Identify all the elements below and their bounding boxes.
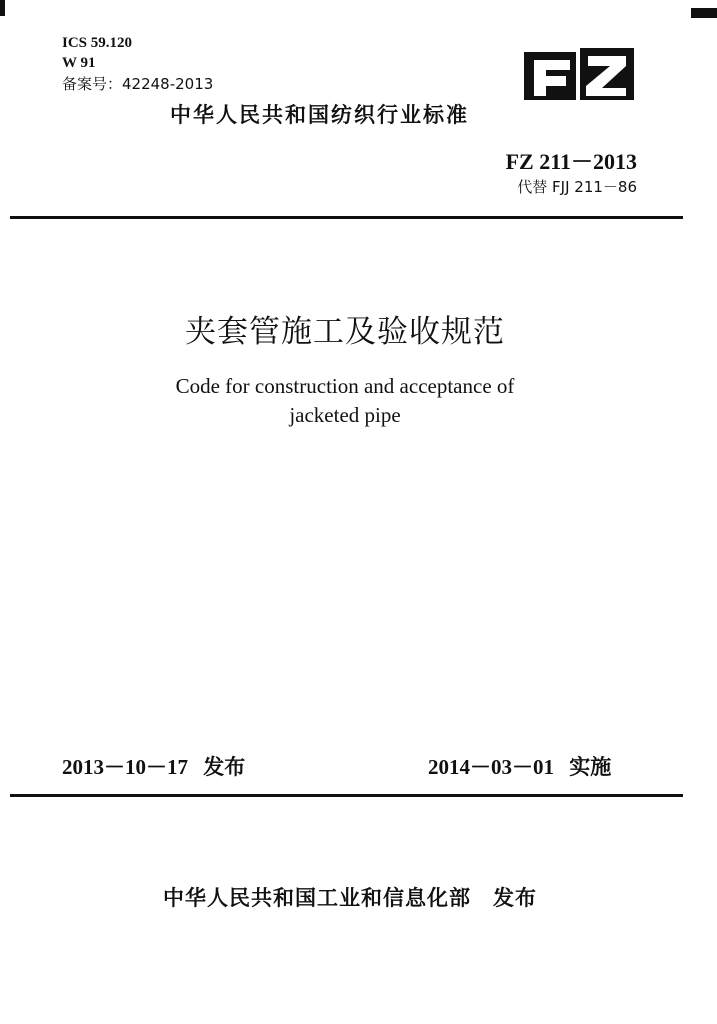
title-chinese: 夹套管施工及验收规范 [185, 314, 505, 350]
implement-label: 实施 [569, 755, 612, 779]
replaces-standard: 代替 FJJ 211－86 [517, 178, 637, 196]
top-divider [10, 216, 683, 219]
implement-date-block [428, 751, 611, 781]
standard-number: FZ 211－2013 [505, 149, 637, 174]
title-english-line1: Code for construction and acceptance of [175, 374, 515, 398]
bottom-divider [10, 794, 683, 797]
publisher: 中华人民共和国工业和信息化部 发布 [163, 886, 537, 910]
scan-edge-mark-right [691, 8, 717, 18]
record-number: 备案号：42248-2013 [62, 75, 214, 93]
implement-date: 2014－03－01 [428, 755, 554, 779]
fz-logo [520, 44, 638, 104]
title-english-line2: jacketed pipe [289, 403, 401, 427]
issue-date-block [62, 751, 245, 781]
issue-date: 2013－10－17 [62, 755, 188, 779]
scan-edge-mark-left [0, 0, 5, 16]
issue-label: 发布 [203, 755, 246, 779]
organization-title: 中华人民共和国纺织行业标准 [170, 103, 469, 127]
ics-code: ICS 59.120 [62, 35, 133, 51]
classification-code: W 91 [62, 55, 96, 71]
